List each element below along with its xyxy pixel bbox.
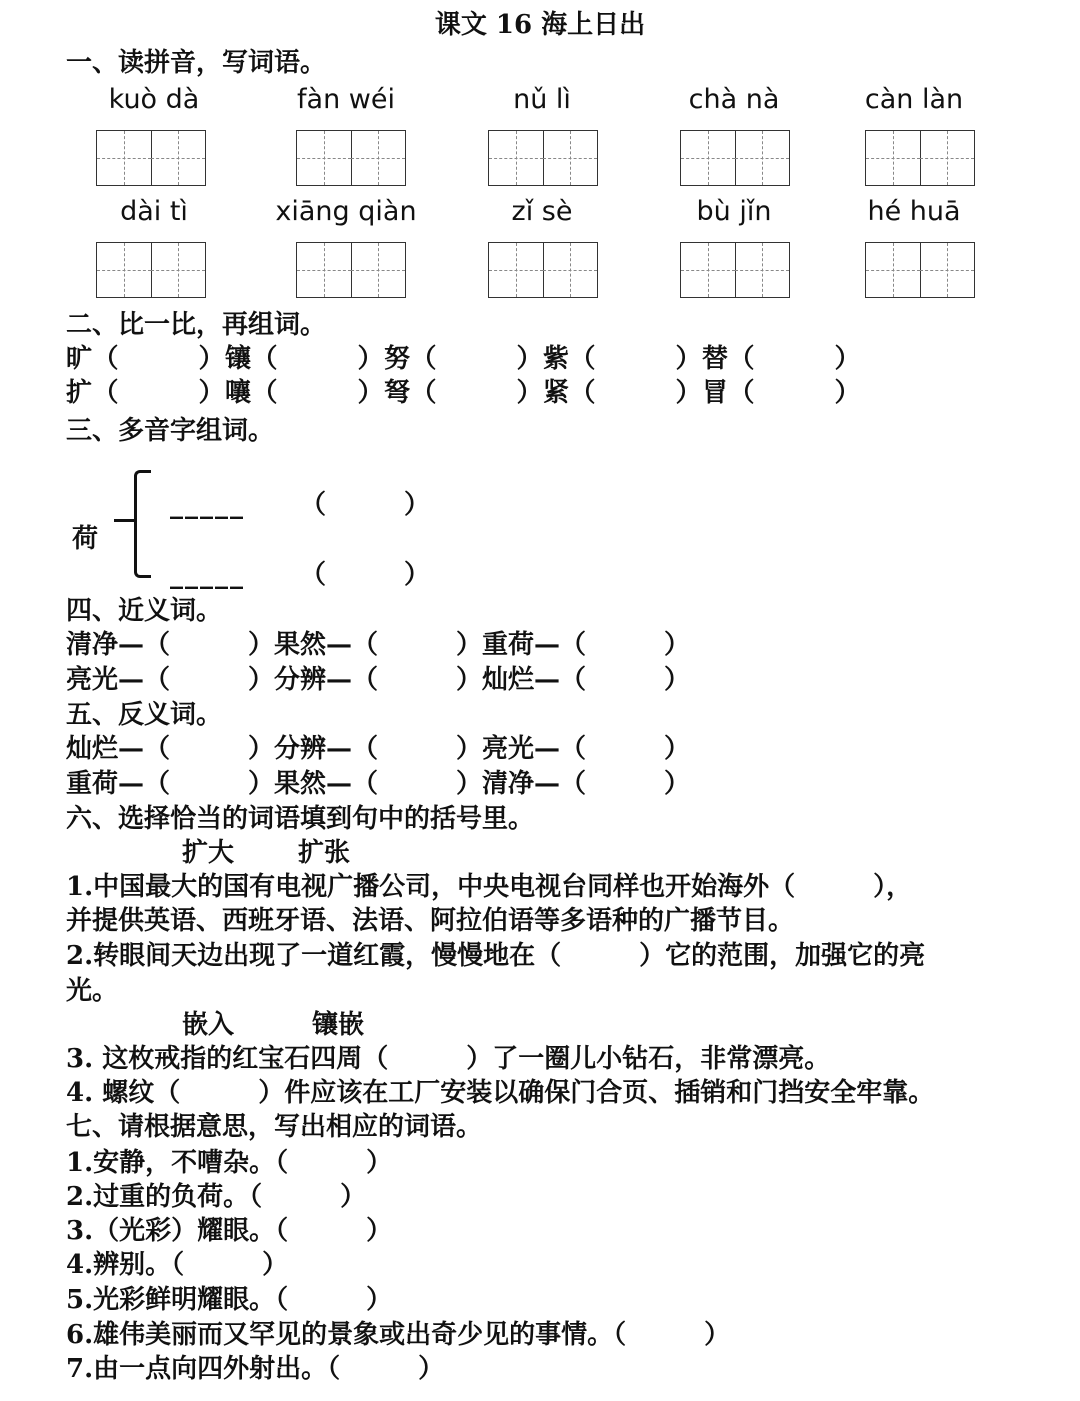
pinyin-label: càn làn — [864, 84, 964, 115]
writing-grid[interactable] — [96, 242, 206, 298]
brace-tick — [114, 519, 136, 522]
section-5-heading: 五、反义词。 — [66, 700, 223, 730]
meaning-item[interactable]: 3.（光彩）耀眼。（ ） — [66, 1216, 393, 1246]
meaning-item[interactable]: 1.安静，不嘈杂。（ ） — [66, 1148, 393, 1178]
writing-grid[interactable] — [488, 242, 598, 298]
blank-line[interactable]: _____ — [170, 490, 245, 520]
answer-paren[interactable]: （ ） — [300, 560, 431, 590]
pinyin-label: kuò dà — [108, 84, 200, 115]
writing-grid[interactable] — [296, 242, 406, 298]
pinyin-label: chà nà — [688, 84, 780, 115]
writing-grid[interactable] — [865, 242, 975, 298]
sentence-1-line-2: 并提供英语、西班牙语、法语、阿拉伯语等多语种的广播节目。 — [66, 906, 795, 936]
pinyin-label: zǐ sè — [511, 196, 573, 227]
antonym-row-1[interactable]: 灿烂—（ ）分辨—（ ）亮光—（ ） — [66, 734, 691, 764]
answer-paren[interactable]: （ ） — [300, 490, 431, 520]
compare-row-1[interactable]: 旷（ ）镶（ ）努（ ）紫（ ）替（ ） — [66, 344, 862, 374]
writing-grid[interactable] — [488, 130, 598, 186]
sentence-4[interactable]: 4. 螺纹（ ）件应该在工厂安装以确保门合页、插销和门挡安全牢靠。 — [66, 1078, 935, 1108]
section-2-heading: 二、比一比，再组词。 — [66, 310, 327, 340]
writing-grid[interactable] — [680, 242, 790, 298]
pinyin-label: dài tì — [120, 196, 188, 227]
section-3-heading: 三、多音字组词。 — [66, 416, 275, 446]
section-6-heading: 六、选择恰当的词语填到句中的括号里。 — [66, 804, 535, 834]
writing-grid[interactable] — [96, 130, 206, 186]
left-brace — [134, 470, 151, 578]
meaning-item[interactable]: 5.光彩鲜明耀眼。（ ） — [66, 1285, 393, 1315]
meaning-item[interactable]: 6.雄伟美丽而又罕见的景象或出奇少见的事情。（ ） — [66, 1320, 731, 1350]
meaning-item[interactable]: 7.由一点向四外射出。（ ） — [66, 1354, 445, 1384]
writing-grid[interactable] — [680, 130, 790, 186]
synonym-row-2[interactable]: 亮光—（ ）分辨—（ ）灿烂—（ ） — [66, 665, 691, 695]
polyphone-char: 荷 — [72, 524, 99, 554]
pinyin-label: xiāng qiàn — [275, 196, 417, 227]
section-1-heading: 一、读拼音，写词语。 — [66, 48, 327, 78]
blank-line[interactable]: _____ — [170, 560, 245, 590]
page-title: 课文 16 海上日出 — [434, 10, 646, 40]
word-choice: 扩大 — [182, 838, 235, 868]
section-4-heading: 四、近义词。 — [66, 596, 223, 626]
synonym-row-1[interactable]: 清净—（ ）果然—（ ）重荷—（ ） — [66, 630, 691, 660]
section-7-heading: 七、请根据意思，写出相应的词语。 — [66, 1112, 483, 1142]
writing-grid[interactable] — [296, 130, 406, 186]
compare-row-2[interactable]: 扩（ ）嚷（ ）弩（ ）紧（ ）冒（ ） — [66, 378, 862, 408]
sentence-2-line-2: 光。 — [66, 976, 119, 1006]
pinyin-label: bù jǐn — [696, 196, 772, 227]
sentence-2-line-1[interactable]: 2.转眼间天边出现了一道红霞，慢慢地在（ ）它的范围，加强它的亮 — [66, 941, 926, 971]
writing-grid[interactable] — [865, 130, 975, 186]
word-choice: 镶嵌 — [312, 1010, 365, 1040]
sentence-3[interactable]: 3. 这枚戒指的红宝石四周（ ）了一圈儿小钻石，非常漂亮。 — [66, 1044, 831, 1074]
sentence-1-line-1[interactable]: 1.中国最大的国有电视广播公司，中央电视台同样也开始海外（ ）， — [66, 872, 913, 902]
meaning-item[interactable]: 4.辨别。（ ） — [66, 1250, 289, 1280]
pinyin-label: nǔ lì — [513, 84, 571, 115]
antonym-row-2[interactable]: 重荷—（ ）果然—（ ）清净—（ ） — [66, 769, 691, 799]
pinyin-label: fàn wéi — [297, 84, 395, 115]
word-choice: 嵌入 — [182, 1010, 235, 1040]
meaning-item[interactable]: 2.过重的负荷。（ ） — [66, 1182, 367, 1212]
word-choice: 扩张 — [298, 838, 351, 868]
pinyin-label: hé huā — [867, 196, 961, 227]
